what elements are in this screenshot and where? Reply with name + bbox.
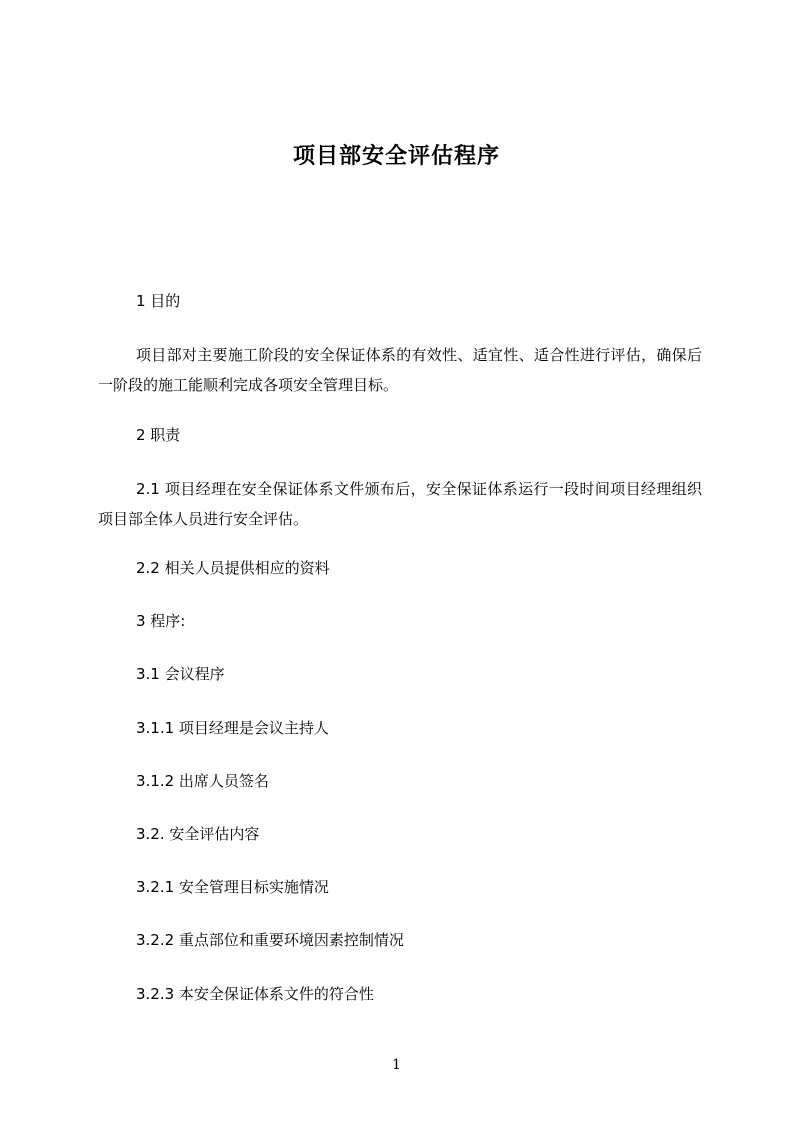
item-3-2-2: 3.2.2 重点部位和重要环境因素控制情况 — [136, 931, 404, 949]
section-heading-purpose: 1 目的 — [136, 292, 181, 310]
item-3-1-2: 3.1.2 出席人员签名 — [136, 772, 269, 790]
item-3-1-1: 3.1.1 项目经理是会议主持人 — [136, 719, 329, 737]
section-heading-procedure: 3 程序: — [136, 612, 186, 630]
section-heading-responsibilities: 2 职责 — [136, 426, 181, 444]
item-3-2-3: 3.2.3 本安全保证体系文件的符合性 — [136, 985, 374, 1003]
document-title: 项目部安全评估程序 — [292, 144, 500, 169]
item-3-2: 3.2. 安全评估内容 — [136, 825, 260, 843]
item-3-2-1: 3.2.1 安全管理目标实施情况 — [136, 878, 329, 896]
paragraph-responsibility-2-1: 2.1 项目经理在安全保证体系文件颁布后，安全保证体系运行一段时间项目经理组织项目部全体人员进行安全评估。 — [98, 480, 702, 528]
item-3-1: 3.1 会议程序 — [136, 665, 225, 683]
paragraph-purpose: 项目部对主要施工阶段的安全保证体系的有效性、适宜性、适合性进行评估，确保后一阶段的施工能顺利完成各项安全管理目标。 — [98, 346, 702, 394]
page-number: 1 — [392, 1057, 401, 1073]
item-2-2: 2.2 相关人员提供相应的资料 — [136, 559, 330, 577]
